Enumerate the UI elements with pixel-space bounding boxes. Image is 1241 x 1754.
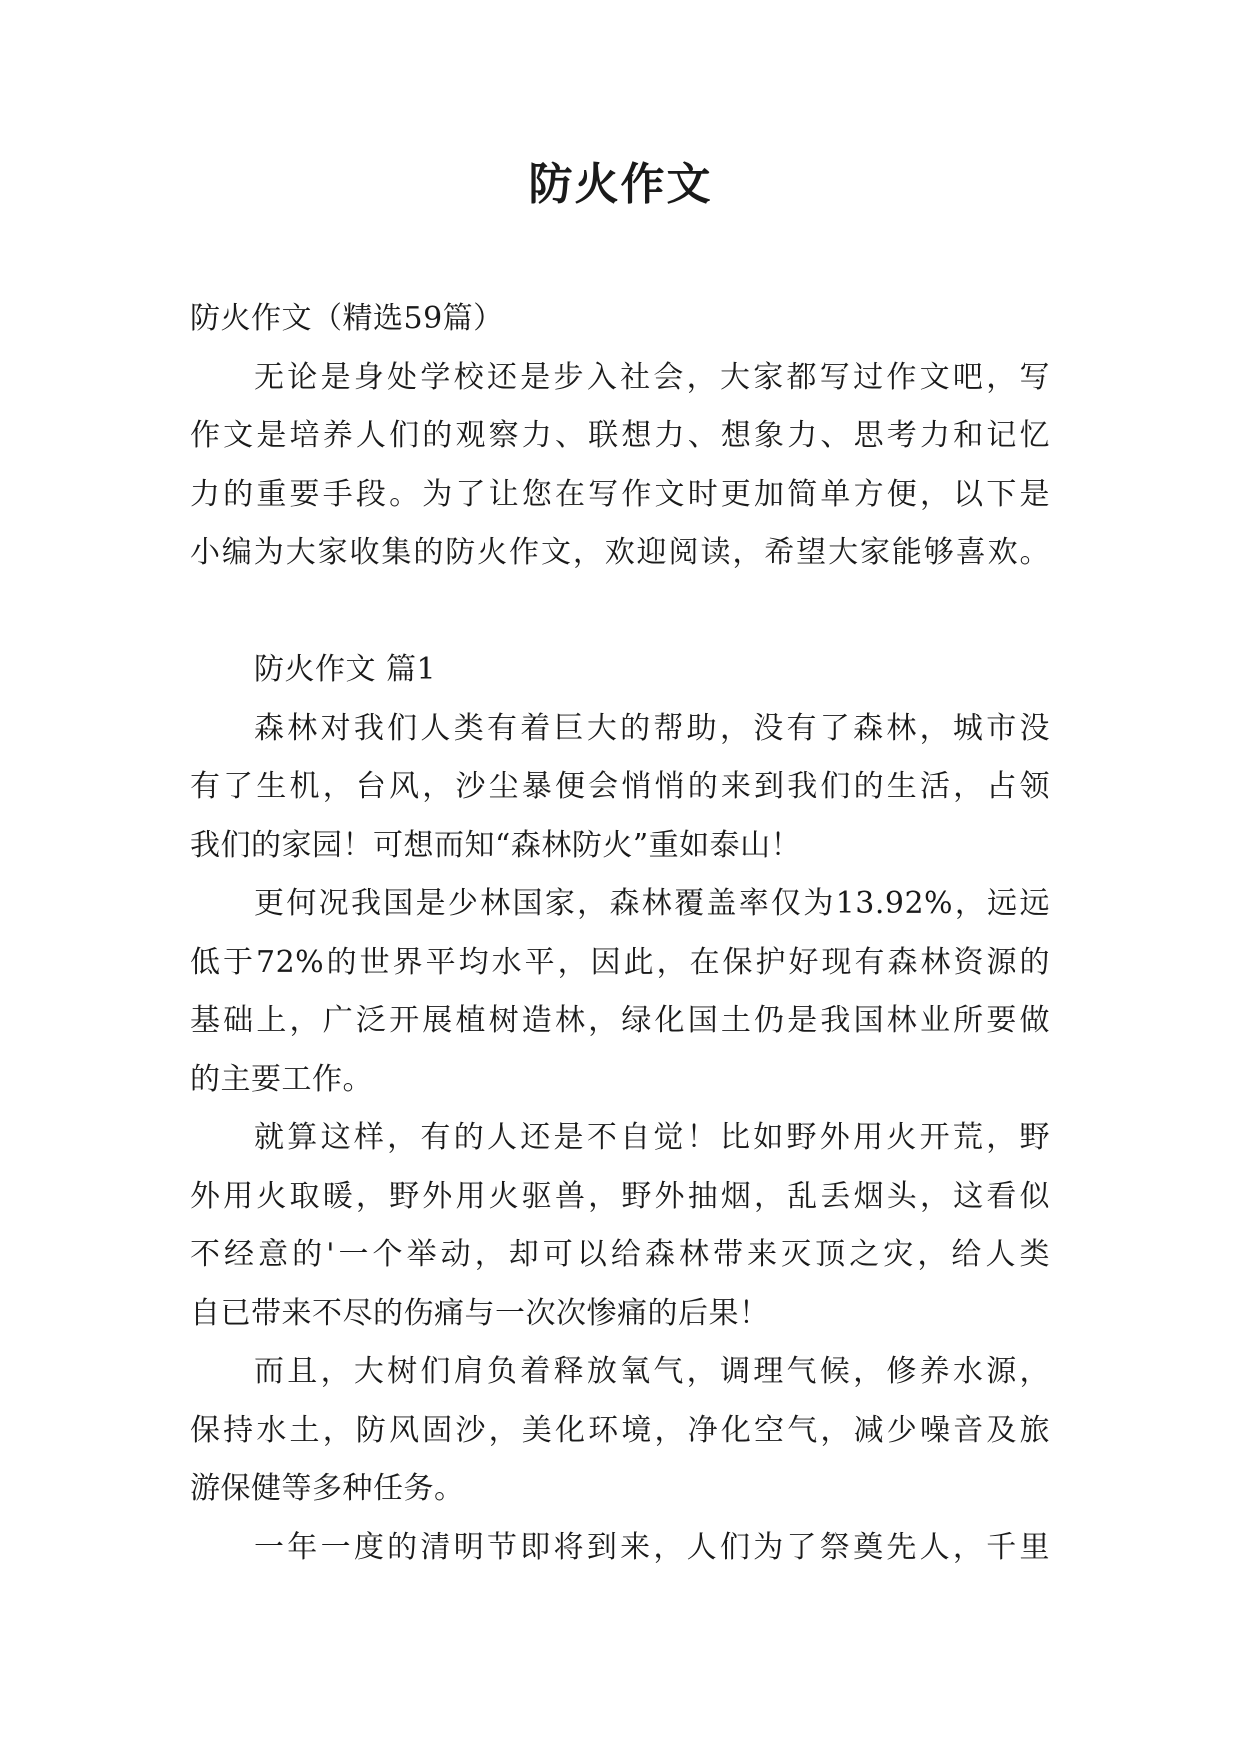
- paragraph-line: 低于72%的世界平均水平，因此，在保护好现有森林资源的: [190, 944, 1050, 980]
- intro-heading: 防火作文（精选59篇）: [190, 301, 504, 336]
- paragraph-line: 基础上，广泛开展植树造林，绿化国土仍是我国林业所要做: [190, 1003, 1050, 1038]
- paragraph-line: 不经意的'一个举动，却可以给森林带来灭顶之灾，给人类: [190, 1237, 1050, 1272]
- paragraph-line: 森林对我们人类有着巨大的帮助，没有了森林，城市没: [254, 710, 1050, 746]
- document-title: 防火作文: [528, 159, 713, 210]
- paragraph-line: 作文是培养人们的观察力、联想力、想象力、思考力和记忆: [190, 418, 1050, 453]
- paragraph-line: 保持水土，防风固沙，美化环境，净化空气，减少噪音及旅: [190, 1412, 1050, 1448]
- paragraph-line: 外用火取暖，野外用火驱兽，野外抽烟，乱丢烟头，这看似: [190, 1178, 1050, 1214]
- paragraph-line: 的主要工作。: [190, 1061, 373, 1097]
- paragraph-line: 而且，大树们肩负着释放氧气，调理气候，修养水源，: [254, 1354, 1050, 1389]
- paragraph-line: 更何况我国是少林国家，森林覆盖率仅为13.92%，远远: [254, 886, 1050, 921]
- paragraph-line: 我们的家园！可想而知“森林防火”重如泰山！: [190, 827, 802, 863]
- paragraph-line: 游保健等多种任务。: [190, 1471, 465, 1506]
- paragraph-line: 力的重要手段。为了让您在写作文时更加简单方便，以下是: [190, 476, 1050, 512]
- blank-line: [190, 583, 1050, 642]
- section-heading: 防火作文 篇1: [254, 652, 437, 687]
- paragraph-line: 小编为大家收集的防火作文，欢迎阅读，希望大家能够喜欢。: [190, 535, 1050, 570]
- paragraph-line: 一年一度的清明节即将到来，人们为了祭奠先人，千里: [254, 1529, 1050, 1565]
- paragraph-line: 无论是身处学校还是步入社会，大家都写过作文吧，写: [254, 359, 1050, 395]
- paragraph-line: 就算这样，有的人还是不自觉！比如野外用火开荒，野: [254, 1120, 1050, 1155]
- document-body: [190, 290, 1050, 1577]
- paragraph-line: 自已带来不尽的伤痛与一次次惨痛的后果！: [190, 1295, 770, 1331]
- paragraph-line: 有了生机，台风，沙尘暴便会悄悄的来到我们的生活，占领: [190, 769, 1050, 804]
